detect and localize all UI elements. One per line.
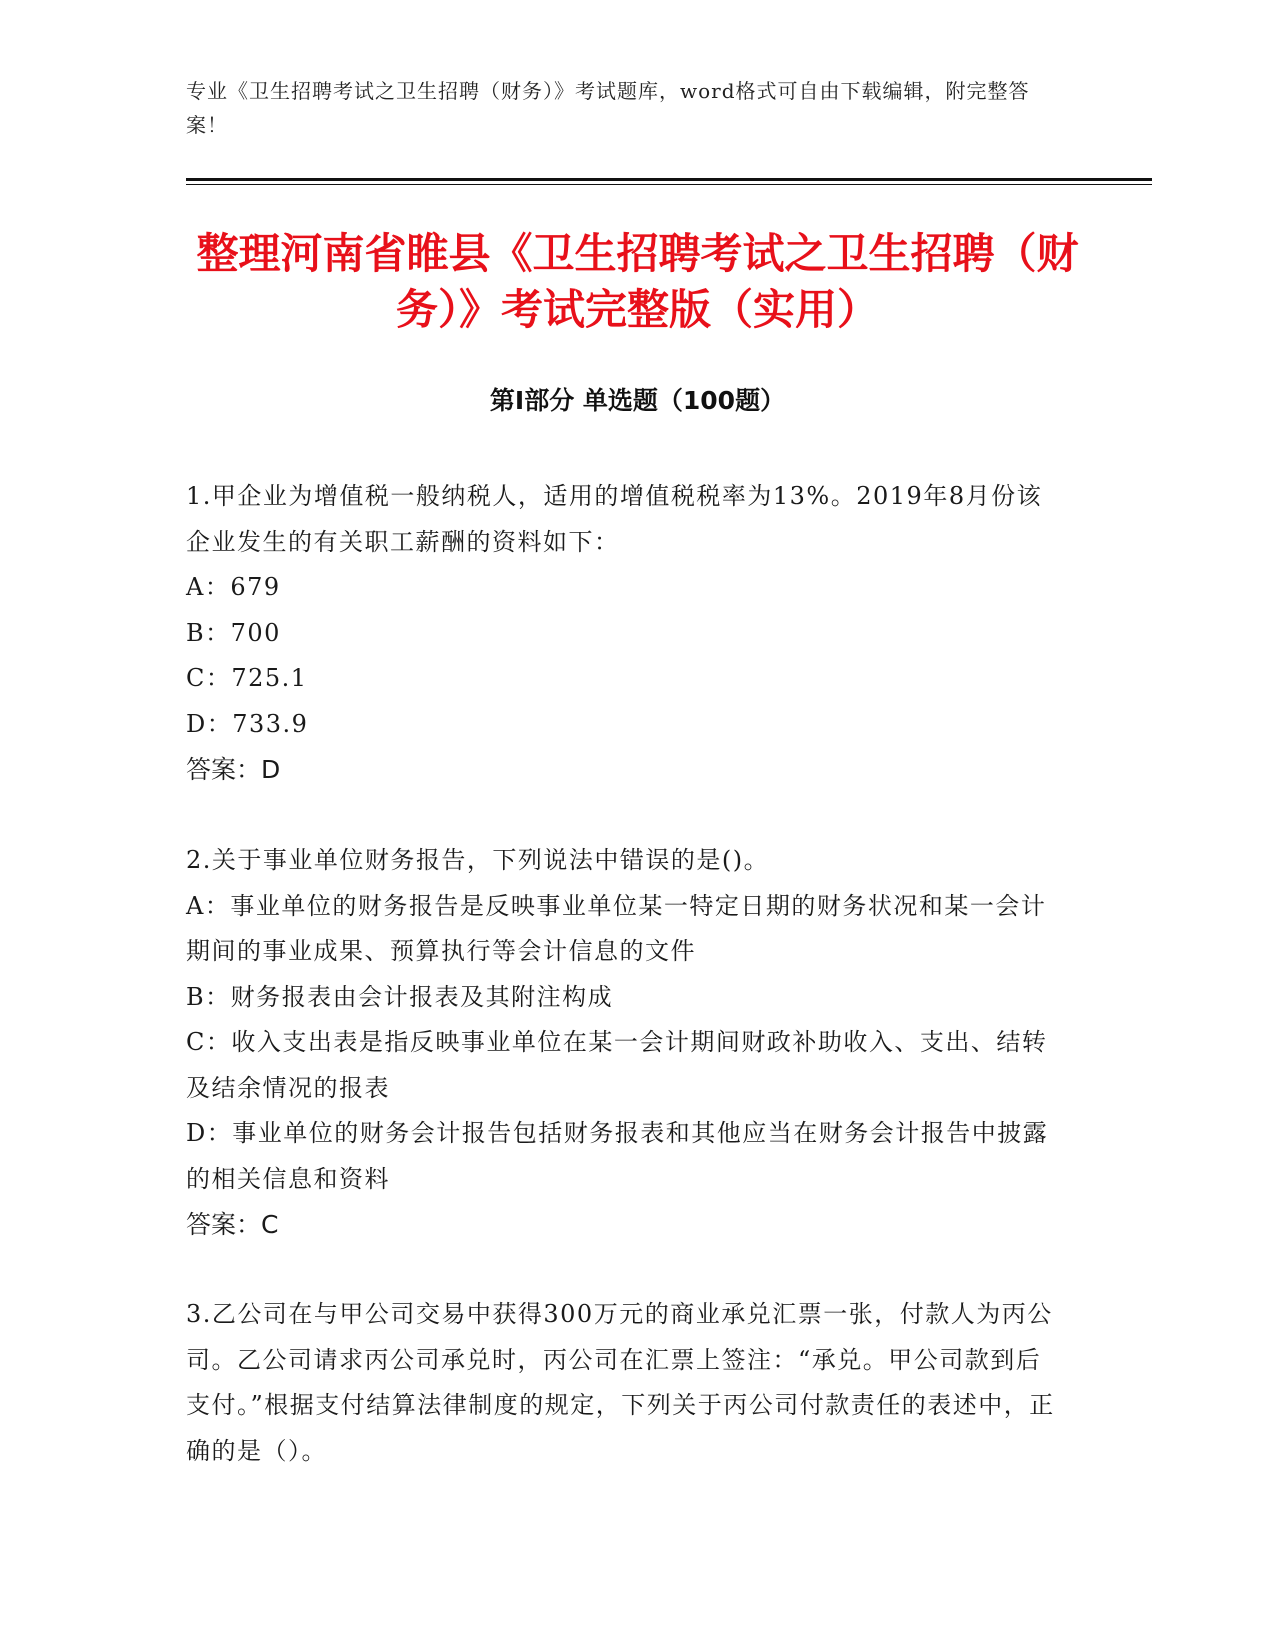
question-1 [186,474,1066,793]
option-d: D：事业单位的财务会计报告包括财务报表和其他应当在财务会计报告中披露的相关信息和资料 [186,1119,1049,1193]
document-title: 整理河南省睢县《卫生招聘考试之卫生招聘（财务）》考试完整版（实用） [196,229,1079,334]
option-b: B：财务报表由会计报表及其附注构成 [186,982,614,1011]
header-divider-thick [186,178,1152,181]
question-3 [186,1292,1066,1474]
answer: 答案：C [186,1210,279,1239]
question-stem: 2.关于事业单位财务报告，下列说法中错误的是()。 [186,846,770,874]
option-c: C：725.1 [186,664,308,692]
option-a: A：事业单位的财务报告是反映事业单位某一特定日期的财务状况和某一会计期间的事业成果、预算执行等会计信息的文件 [186,891,1047,965]
answer: 答案：D [186,755,281,784]
option-b: B：700 [186,618,281,647]
option-c: C：收入支出表是指反映事业单位在某一会计期间财政补助收入、支出、结转及结余情况的报表 [186,1028,1048,1102]
option-a: A：679 [186,573,281,601]
header-note: 专业《卫生招聘考试之卫生招聘（财务）》考试题库，word格式可自由下载编辑，附完整答案！ [186,79,1030,137]
option-d: D：733.9 [186,709,309,738]
section-heading: 第Ⅰ部分 单选题（100题） [489,386,786,415]
question-stem: 1.甲企业为增值税一般纳税人，适用的增值税税率为13%。2019年8月份该企业发生的有关职工薪酬的资料如下： [186,482,1043,556]
question-stem: 3.乙公司在与甲公司交易中获得300万元的商业承兑汇票一张，付款人为丙公司。乙公司请求丙公司承兑时，丙公司在汇票上签注：“承兑。甲公司款到后支付。”根据支付结算法律制度的规定，下列关于丙公司付款责任的表述中，正确的是（）。 [186,1300,1055,1465]
question-2 [186,838,1066,1248]
header-divider-thin [186,184,1152,185]
